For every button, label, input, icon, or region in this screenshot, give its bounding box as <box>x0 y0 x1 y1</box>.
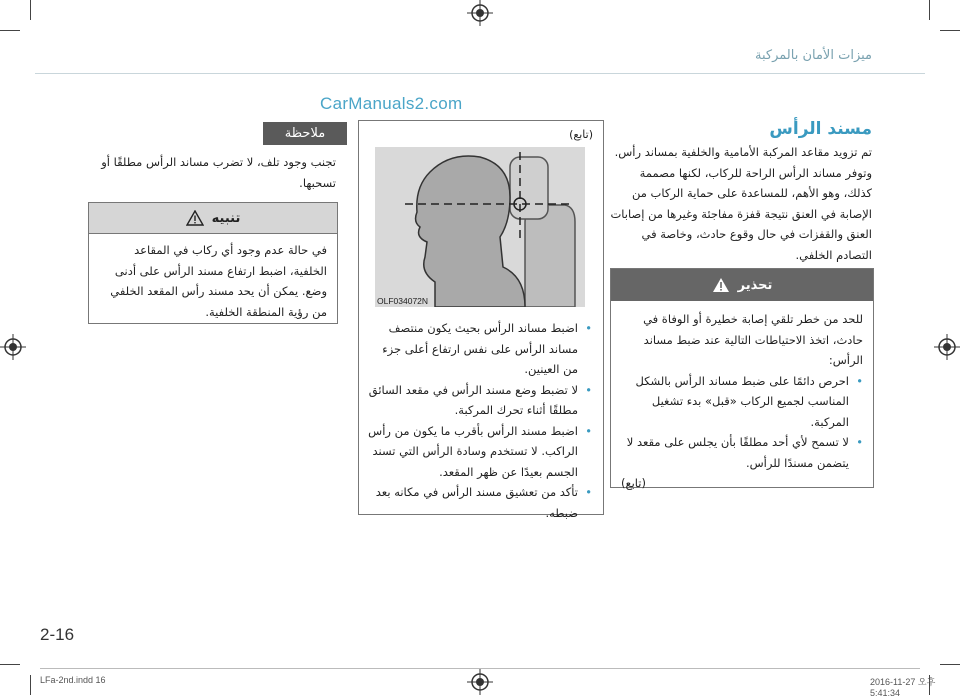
warning-list <box>621 371 863 474</box>
warning-triangle-icon <box>712 277 730 293</box>
warning-intro: للحد من خطر تلقي إصابة خطيرة أو الوفاة في حادث، اتخذ الاحتياطات التالية عند ضبط مساند الرأس: <box>643 312 863 367</box>
note-label: ملاحظة <box>263 122 347 145</box>
list-item: • لا تسمح لأي أحد مطلقًا بأن يجلس على مقعد لا يتضمن مسندًا للرأس. <box>621 432 863 473</box>
list-item: • اضبط مسند الرأس بأقرب ما يكون من رأس الراكب. لا تستخدم وسادة الرأس التي تسند الجسم بعيدًا عن ظهر المقعد. <box>368 421 592 483</box>
registration-mark-icon <box>934 334 960 360</box>
continued-label: (تابع) <box>569 128 593 141</box>
running-header: ميزات الأمان بالمركبة <box>755 48 872 63</box>
list-item: • تأكد من تعشيق مسند الرأس في مكانه بعد ضبطه. <box>368 482 592 523</box>
footer-date: 2016-11-27 오후 5:41:34 <box>870 677 936 698</box>
footer-rule <box>40 668 920 669</box>
caution-header <box>89 203 337 234</box>
caution-triangle-icon <box>186 210 204 226</box>
warning-label: تحذير <box>737 277 773 293</box>
crop-mark <box>0 664 20 665</box>
middle-list-container <box>368 318 592 523</box>
crop-mark <box>30 675 31 695</box>
figure-label: OLF034072N <box>377 296 429 306</box>
caution-label: تنبيه <box>211 210 241 226</box>
headrest-figure <box>375 147 585 307</box>
intro-paragraph: تم تزويد مقاعد المركبة الأمامية والخلفية بمساند رأس. وتوفر مساند الرأس الراحة للركاب، لكنها مصممة كذلك، وهو الأهم، للمساعدة على حماية الركاب من الإصابة في العنق نتيجة قفزة مفاجئة وغيرها من إصابات العنق والقفزات في حال وقوع حادث، وخاصة في التصادم الخلفي. <box>610 145 872 262</box>
watermark: CarManuals2.com <box>320 94 463 113</box>
warning-box <box>610 268 874 488</box>
page-number: 2-16 <box>40 625 75 644</box>
crop-mark <box>30 0 31 20</box>
crop-mark <box>940 30 960 31</box>
caution-text: في حالة عدم وجود أي ركاب في المقاعد الخلفية، اضبط ارتفاع مسند الرأس على أدنى وضع. يمكن أن يحد مسند رأس المقعد الخلفي من رؤية المنطقة الخلفية. <box>110 243 327 319</box>
caution-box <box>88 202 338 324</box>
list-item: • احرص دائمًا على ضبط مساند الرأس بالشكل المناسب لجميع الركاب «قبل» بدء تشغيل المركبة. <box>621 371 863 433</box>
note-text: تجنب وجود تلف، لا تضرب مساند الرأس مطلقًا أو تسحبها. <box>101 155 336 190</box>
list-item: • اضبط مساند الرأس بحيث يكون منتصف مساند الرأس على نفس ارتفاع أعلى جزء من العينين. <box>368 318 592 380</box>
middle-list <box>368 318 592 523</box>
crop-mark <box>940 664 960 665</box>
list-item: • لا تضبط وضع مسند الرأس في مقعد السائق مطلقًا أثناء تحرك المركبة. <box>368 380 592 421</box>
continued-label: (تابع) <box>621 476 646 490</box>
section-title: مسند الرأس <box>769 119 872 139</box>
footer-file: LFa-2nd.indd 16 <box>40 675 106 685</box>
registration-mark-icon <box>467 0 493 26</box>
crop-mark <box>929 0 930 20</box>
crop-mark <box>0 30 20 31</box>
headrest-illustration-icon <box>375 147 585 307</box>
warning-header <box>611 269 873 301</box>
registration-mark-icon <box>467 669 493 695</box>
warning-body <box>611 301 873 502</box>
registration-mark-icon <box>0 334 26 360</box>
header-rule <box>35 73 925 74</box>
